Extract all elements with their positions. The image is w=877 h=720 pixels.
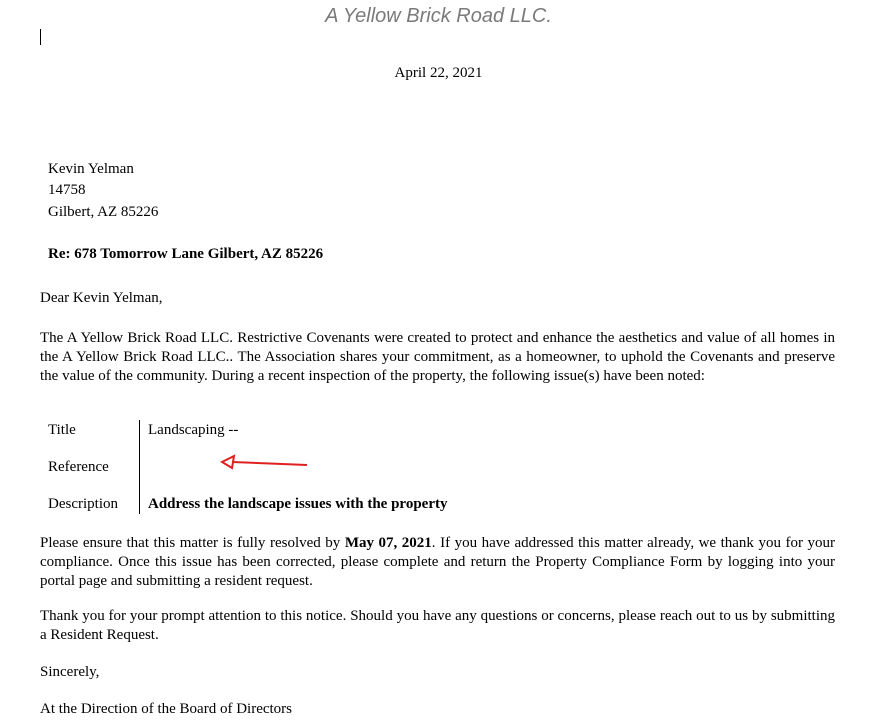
recipient-name: Kevin Yelman xyxy=(48,161,134,177)
compliance-text-before: Please ensure that this matter is fully resolved by xyxy=(40,535,345,551)
thanks-paragraph: Thank you for your prompt attention to this notice. Should you have any questions or concerns, please reach out to us by submitting a Resident Request. xyxy=(40,608,835,643)
signature-line: At the Direction of the Board of Directors xyxy=(40,701,293,717)
red-arrow-annotation-icon xyxy=(218,454,310,472)
intro-paragraph: The A Yellow Brick Road LLC. Restrictive Covenants were created to protect and enhance the aesthetics and value of all homes in the A Yellow Brick Road LLC.. The Association shares your commitment, as a homeowner, to uphold the Covenants and preserve the value of the community. During a recent inspection of the property, the following issue(s) have been noted: xyxy=(40,330,835,384)
closing: Sincerely, xyxy=(40,664,100,680)
text-cursor xyxy=(40,29,41,45)
recipient-city-state-zip: Gilbert, AZ 85226 xyxy=(48,204,159,220)
compliance-text-after: . If you have addressed this matter already, we thank you for your compliance. Once this issue has been corrected, please complete and return the Property Compliance Form by logging into your portal page and submitting a resident request. xyxy=(40,535,835,589)
issue-description-label: Description xyxy=(48,496,118,512)
issue-table-divider xyxy=(139,420,140,514)
letter-date: April 22, 2021 xyxy=(394,65,483,81)
compliance-due-date: May 07, 2021 xyxy=(344,535,432,551)
compliance-paragraph xyxy=(40,534,835,591)
company-header-title: A Yellow Brick Road LLC. xyxy=(325,5,552,27)
issue-reference-label: Reference xyxy=(48,459,109,475)
issue-title-value: Landscaping -- xyxy=(148,422,239,438)
salutation: Dear Kevin Yelman, xyxy=(40,290,163,306)
recipient-address-line2: 14758 xyxy=(48,182,86,198)
re-line: Re: 678 Tomorrow Lane Gilbert, AZ 85226 xyxy=(48,246,324,262)
issue-title-label: Title xyxy=(48,422,76,438)
issue-description-value: Address the landscape issues with the property xyxy=(148,496,448,512)
